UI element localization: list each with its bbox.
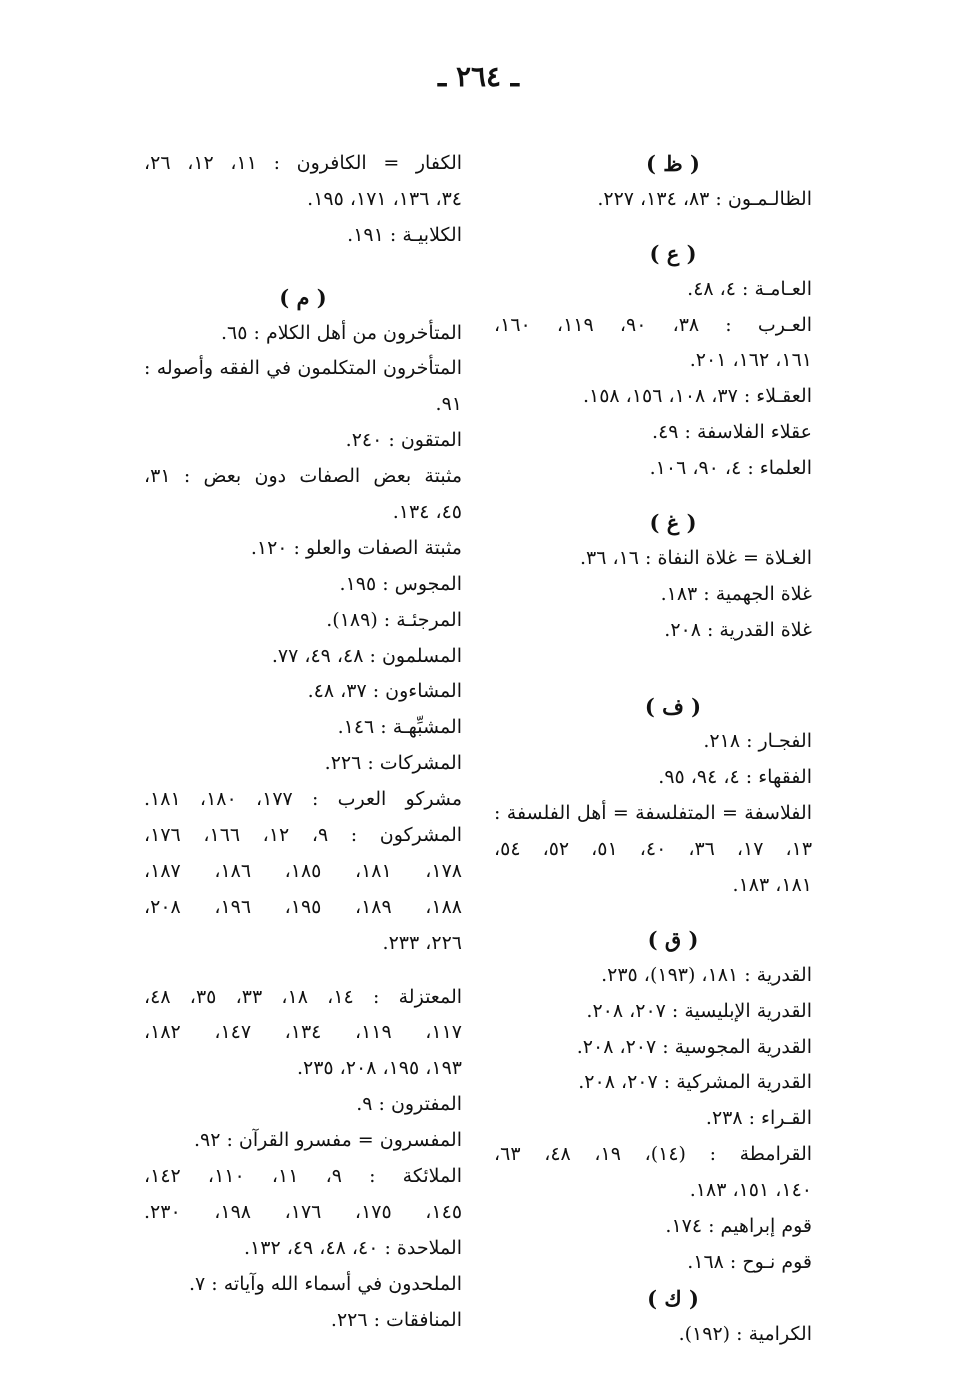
index-entry-qadariyya: القدرية : ١٨١، (١٩٣)، ٢٣٥.: [601, 963, 812, 986]
index-entry-murjia: المرجئـة : (١٨٩).: [326, 608, 462, 631]
index-entry-malahida: الملاحدة : ٤٠، ٤٨، ٤٩، ١٣٢.: [244, 1236, 462, 1259]
index-entry-munafiqat: المنافقات : ٢٢٦.: [330, 1308, 462, 1331]
index-entry-mushriku-arab: مشركو العرب : ١٧٧، ١٨٠، ١٨١.: [144, 788, 463, 811]
index-entry-mutazila-continued: ١١٧، ١١٩، ١٣٤، ١٤٧، ١٨٢،: [144, 1021, 463, 1044]
index-entry-ghulat-qadariyya: غلاة القدرية : ٢٠٨.: [664, 618, 812, 641]
index-entry-muftarun: المفترون : ٩.: [356, 1093, 462, 1116]
index-entry-muthbita-baad: مثبتة بعض الصفات دون بعض : ٣١،: [144, 465, 462, 488]
index-entry-mutaakhkhirun-fiqh: المتأخرون المتكلمون في الفقه وأصوله :: [144, 357, 462, 380]
index-entry-falasifa-continued-2: ١٨١، ١٨٣.: [732, 874, 812, 897]
section-heading-qaf: ( ق ): [647, 926, 699, 952]
index-entry-qawm-ibrahim: قوم إبراهيم : ١٧٤.: [665, 1215, 812, 1238]
index-entry-mutaakhkhirun-fiqh-continued: ٩١.: [435, 393, 462, 416]
index-entry-falasifa: الفلاسفة = المتفلسفة = أهل الفلسفة :: [494, 802, 812, 825]
index-entry-mushrikun-continued-3: ٢٢٦، ٢٣٣.: [382, 931, 462, 954]
left-column: [144, 146, 462, 1339]
index-entry-majus: المجوس : ١٩٥.: [339, 572, 462, 595]
index-entry-karramiyya: الكرامية : (١٩٢).: [678, 1322, 812, 1345]
index-entry-mashaun: المشاءون : ٣٧، ٤٨.: [307, 680, 462, 703]
right-column: [494, 146, 812, 1353]
index-entry-fuqaha: الفقهاء : ٤، ٩٤، ٩٥.: [658, 766, 812, 789]
index-entry-ghulat: الغـلاة = غلاة النفاة : ١٦، ٣٦.: [579, 546, 812, 569]
index-entry-muslimun: المسلمون : ٤٨، ٤٩، ٧٧.: [271, 644, 462, 667]
page-number: ـ ٢٦٤ ـ: [437, 60, 520, 93]
section-heading-ayn: ( ع ): [649, 240, 697, 266]
index-entry-mutazila: المعتزلة : ١٤، ١٨، ٣٣، ٣٥، ٤٨،: [144, 985, 463, 1008]
index-entry-muthbita-sifat: مثبتة الصفات والعلو : ١٢٠.: [250, 536, 462, 559]
index-entry-malaika: الملائكة : ٩، ١١، ١١٠، ١٤٢،: [144, 1165, 463, 1188]
index-entry-uqala-falasifa: عقلاء الفلاسفة : ٤٩.: [652, 421, 812, 444]
index-entry-uqala: العقـلاء : ٣٧، ١٠٨، ١٥٦، ١٥٨.: [582, 385, 812, 408]
index-entry-mushrikun: المشركون : ٩، ١٢، ١٦٦، ١٧٦،: [144, 824, 463, 847]
index-entry-kullabiyya: الكلابيـة : ١٩١.: [347, 223, 462, 246]
index-entry-mufassirun: المفسرون = مفسرو القرآن : ٩٢.: [193, 1129, 462, 1152]
index-entry-amma: العـامـة : ٤، ٤٨.: [687, 277, 812, 300]
index-entry-qurra: القـراء : ٢٣٨.: [705, 1107, 812, 1130]
index-entry-qaramita: القرامطة : (١٤)، ١٩، ٤٨، ٦٣،: [494, 1143, 813, 1166]
index-entry-muttaqun: المتقون : ٢٤٠.: [345, 429, 462, 452]
index-entry-qadariyya-majusiyya: القدرية المجوسية : ٢٠٧، ٢٠٨.: [576, 1035, 812, 1058]
section-heading-mim: ( م ): [279, 284, 327, 310]
index-entry-mushrikun-continued-2: ١٨٨، ١٨٩، ١٩٥، ١٩٦، ٢٠٨،: [144, 895, 463, 918]
index-entry-mushabbiha: المشبِّهـة : ١٤٦.: [337, 716, 462, 739]
section-heading-faa: ( ف ): [644, 693, 702, 719]
index-entry-mushrikun-continued: ١٧٨، ١٨١، ١٨٥، ١٨٦، ١٨٧،: [144, 859, 463, 882]
index-entry-arab-continued: ١٦١، ١٦٢، ٢٠١.: [689, 349, 812, 372]
index-entry-fujjar: الفجـار : ٢١٨.: [703, 730, 812, 753]
index-entry-qaramita-continued: ١٤٠، ١٥١، ١٨٣.: [689, 1179, 812, 1202]
index-entry-qadariyya-mushrikiyya: القدرية المشركية : ٢٠٧، ٢٠٨.: [578, 1071, 812, 1094]
index-entry-mutaakhkhirun-kalam: المتأخرون من أهل الكلام : ٦٥.: [221, 321, 462, 344]
index-entry-arab: العـرب : ٣٨، ٩٠، ١١٩، ١٦٠،: [494, 313, 813, 336]
index-entry-muthbita-baad-continued: ٤٥، ١٣٤.: [392, 501, 462, 524]
index-entry-ghulat-jahmiyya: غلاة الجهمية : ١٨٣.: [660, 582, 812, 605]
section-heading-ghayn: ( غ ): [649, 510, 697, 536]
index-entry-qawm-nuh: قوم نـوح : ١٦٨.: [687, 1250, 812, 1273]
index-entry-kuffar: الكفار = الكافرون : ١١، ١٢، ٢٦،: [144, 152, 463, 174]
index-entry-falasifa-continued: ١٣، ١٧، ٣٦، ٤٠، ٥١، ٥٢، ٥٤،: [494, 838, 813, 861]
index-entry-qadariyya-iblisiyya: القدرية الإبليسية : ٢٠٧، ٢٠٨.: [586, 999, 812, 1022]
section-heading-kaf: ( ك ): [647, 1285, 699, 1311]
index-entry-mulhidun: الملحدون في أسماء الله وآياته : ٧.: [189, 1272, 462, 1295]
index-entry-ulama: العلماء : ٤، ٩٠، ١٠٦.: [649, 457, 812, 480]
index-entry-malaika-continued: ١٤٥، ١٧٥، ١٧٦، ١٩٨، ٢٣٠.: [144, 1200, 463, 1223]
index-entry-zalimun: الظالـمـون : ٨٣، ١٣٤، ٢٢٧.: [597, 187, 812, 210]
index-entry-mushrikat: المشركات : ٢٢٦.: [324, 752, 462, 775]
index-entry-mutazila-continued-2: ١٩٣، ١٩٥، ٢٠٨، ٢٣٥.: [296, 1057, 462, 1080]
section-heading-zaa: ( ظ ): [646, 151, 700, 176]
index-entry-kuffar-continued: ٣٤، ١٣٦، ١٧١، ١٩٥.: [307, 187, 462, 210]
